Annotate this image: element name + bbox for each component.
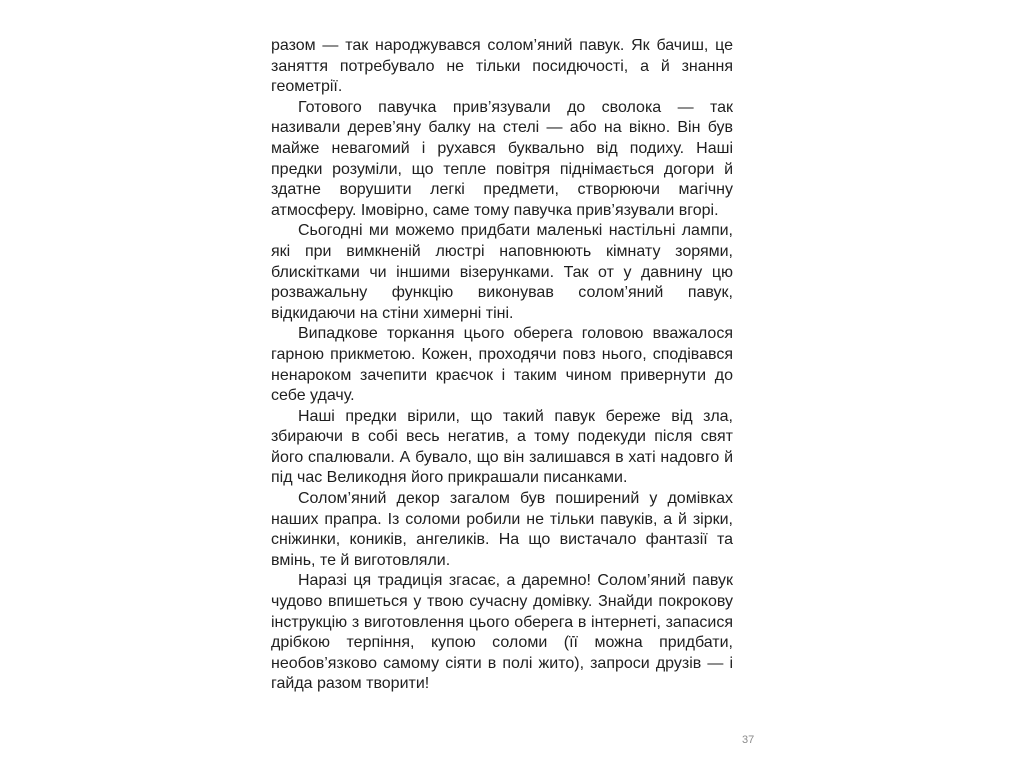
paragraph-spider-hanging: Готового павучка прив’язували до сволока — так називали дерев’яну балку на стелі — або на вікно. Він був майже невагомий і рухався буквально від подиху. Наші предки розуміли, що тепле повітря піднімається догори й здатне ворушити легкі предмети, створюючи магічну атмосферу. Імовірно, саме тому павучка прив’язували вгорі. <box>271 98 733 219</box>
paragraph-lamp-comparison: Сьогодні ми можемо придбати маленькі настільні лампи, які при вимкненій люстрі наповнюють кімнату зорями, блискітками чи іншими візерунками. Так от у давнину цю розважальну функцію виконував солом’яний павук, відкидаючи на стіни химерні тіні. <box>271 222 733 322</box>
paragraph-continuation: разом — так народжувався солом’яний павук. Як бачиш, це заняття потребувало не тільки посидючості, а й знання геометрії. <box>271 37 733 96</box>
body-text <box>271 36 733 695</box>
paragraph-straw-decor: Солом’яний декор загалом був поширений у домівках наших прапра. Із соломи робили не тільки павуків, а й зірки, сніжинки, коників, ангеликів. На що вистачало фантазії та вмінь, те й виготовляли. <box>271 490 733 569</box>
paragraph-protection-from-evil: Наші предки вірили, що такий павук береже від зла, збираючи в собі весь негатив, а тому подекуди після свят його спалювали. А бувало, що він залишався в хаті надовго й під час Великодня його прикрашали писанками. <box>271 407 733 487</box>
page-number: 37 <box>742 734 755 746</box>
paragraph-good-omen: Випадкове торкання цього оберега головою вважалося гарною прикметою. Кожен, проходячи повз нього, сподівався ненароком зачепити краєчок і таким чином привернути до себе удачу. <box>271 325 733 405</box>
paragraph-call-to-action: Наразі ця традиція згасає, а даремно! Солом’яний павук чудово впишеться у твою сучасну домівку. Знайди покрокову інструкцію з виготовлення цього оберега в інтернеті, запасися дрібкою терпіння, купою соломи (її можна придбати, необов’язково самому сіяти в полі жито), запроси друзів — і гайда разом творити! <box>271 572 733 693</box>
